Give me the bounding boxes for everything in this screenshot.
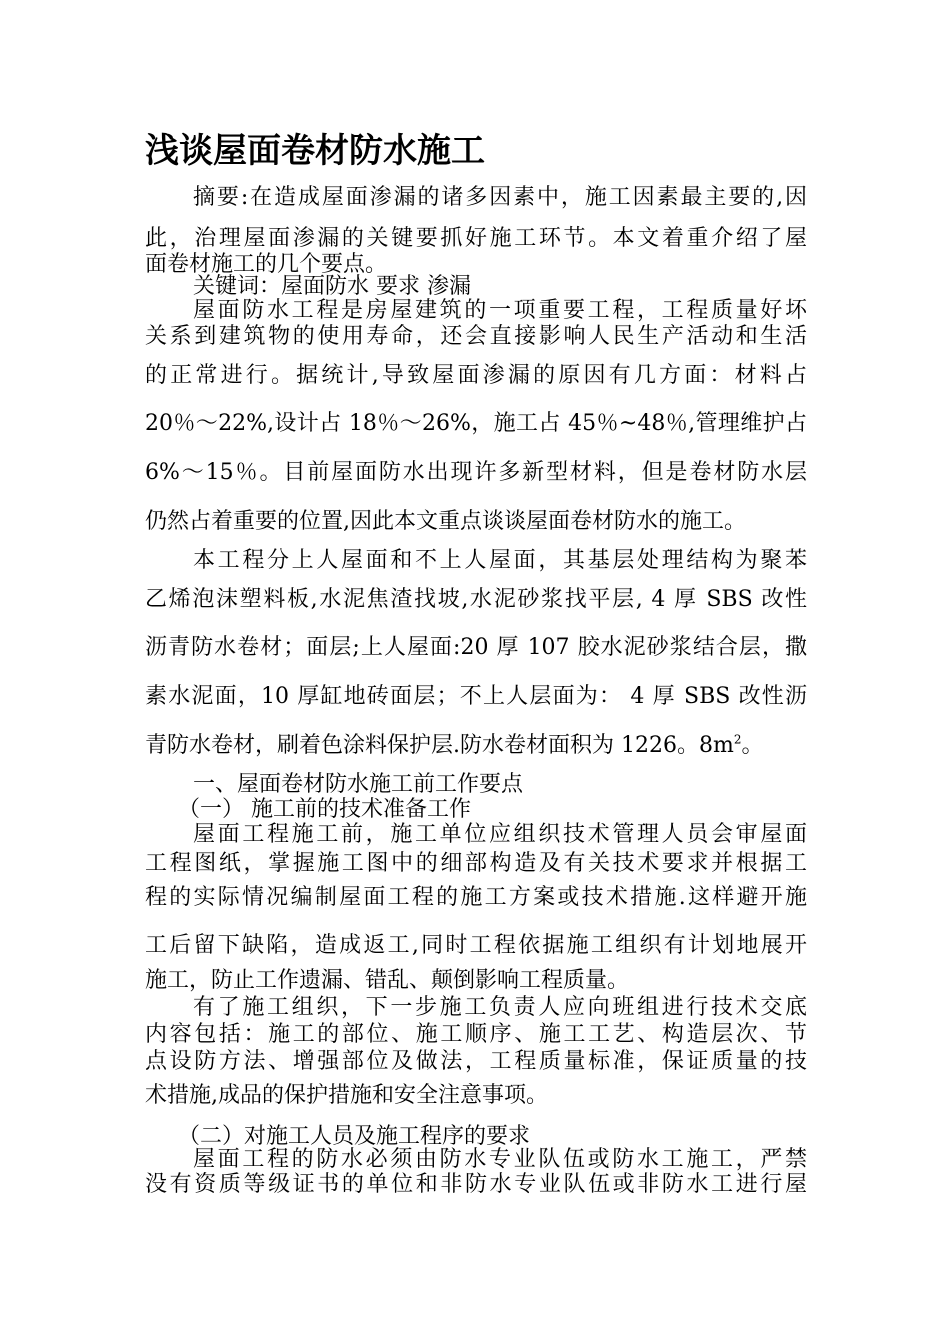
paragraph-line: 施工，防止工作遗漏、错乱、颠倒影响工程质量。 (145, 968, 630, 993)
subsection-heading-1: （一） 施工前的技术准备工作 (178, 797, 471, 822)
paragraph-line: 屋面防水工程是房屋建筑的一项重要工程，工程质量好坏 (193, 298, 807, 323)
paragraph-line: 程的实际情况编制屋面工程的施工方案或技术措施.这样避开施 (145, 885, 807, 910)
paragraph-line: 乙烯泡沫塑料板,水泥焦渣找坡,水泥砂浆找平层, 4 厚 SBS 改性 (145, 587, 807, 612)
paragraph-line: 术措施,成品的保护措施和安全注意事项。 (145, 1083, 548, 1108)
paragraph-line: 仍然占着重要的位置,因此本文重点谈谈屋面卷材防水的施工。 (145, 509, 746, 534)
paragraph-line: 本工程分上人屋面和不上人屋面，其基层处理结构为聚苯 (193, 548, 807, 573)
paragraph-line: 没有资质等级证书的单位和非防水专业队伍或非防水工进行屋 (145, 1172, 807, 1197)
abstract-line-1: 摘要:在造成屋面渗漏的诸多因素中，施工因素最主要的,因 (193, 185, 807, 210)
keywords-line: 关键词：屋面防水 要求 渗漏 (193, 274, 471, 299)
trailing-period: 。 (741, 733, 764, 758)
document-title: 浅谈屋面卷材防水施工 (145, 131, 485, 171)
paragraph-line: 关系到建筑物的使用寿命，还会直接影响人民生产活动和生活 (145, 324, 807, 349)
paragraph-line: 沥青防水卷材；面层;上人屋面:20 厚 107 胶水泥砂浆结合层，撒 (145, 635, 807, 660)
paragraph-line: 的正常进行。据统计,导致屋面渗漏的原因有几方面：材料占 (145, 363, 807, 388)
superscript-2: 2 (733, 732, 742, 747)
paragraph-line: 素水泥面，10 厚缸地砖面层；不上人层面为： 4 厚 SBS 改性沥 (145, 684, 807, 709)
paragraph-line: 屋面工程的防水必须由防水专业队伍或防水工施工，严禁 (193, 1147, 807, 1172)
section-heading-1: 一、屋面卷材防水施工前工作要点 (193, 772, 524, 797)
paragraph-line: 点设防方法、增强部位及做法，工程质量标准，保证质量的技 (145, 1049, 807, 1074)
paragraph-line: 20％～22%,设计占 18％～26%，施工占 45％~48％,管理维护占 (145, 411, 807, 436)
paragraph-line: 工后留下缺陷，造成返工,同时工程依据施工组织有计划地展开 (145, 933, 807, 958)
subsection-heading-2: （二）对施工人员及施工程序的要求 (178, 1124, 531, 1149)
paragraph-line-text: 青防水卷材，刷着色涂料保护层.防水卷材面积为 1226。8m (145, 733, 734, 758)
paragraph-line: 内容包括：施工的部位、施工顺序、施工工艺、构造层次、节 (145, 1022, 807, 1047)
paragraph-line: 屋面工程施工前，施工单位应组织技术管理人员会审屋面 (193, 822, 807, 847)
paragraph-line: 有了施工组织，下一步施工负责人应向班组进行技术交底 (193, 995, 807, 1020)
paragraph-line: 6%～15％。目前屋面防水出现许多新型材料，但是卷材防水层 (145, 460, 807, 485)
paragraph-line-with-superscript (145, 731, 807, 761)
paragraph-line: 工程图纸，掌握施工图中的细部构造及有关技术要求并根据工 (145, 851, 807, 876)
abstract-line-3: 面卷材施工的几个要点。 (145, 252, 388, 277)
abstract-line-2: 此，治理屋面渗漏的关键要抓好施工环节。本文着重介绍了屋 (145, 226, 807, 251)
